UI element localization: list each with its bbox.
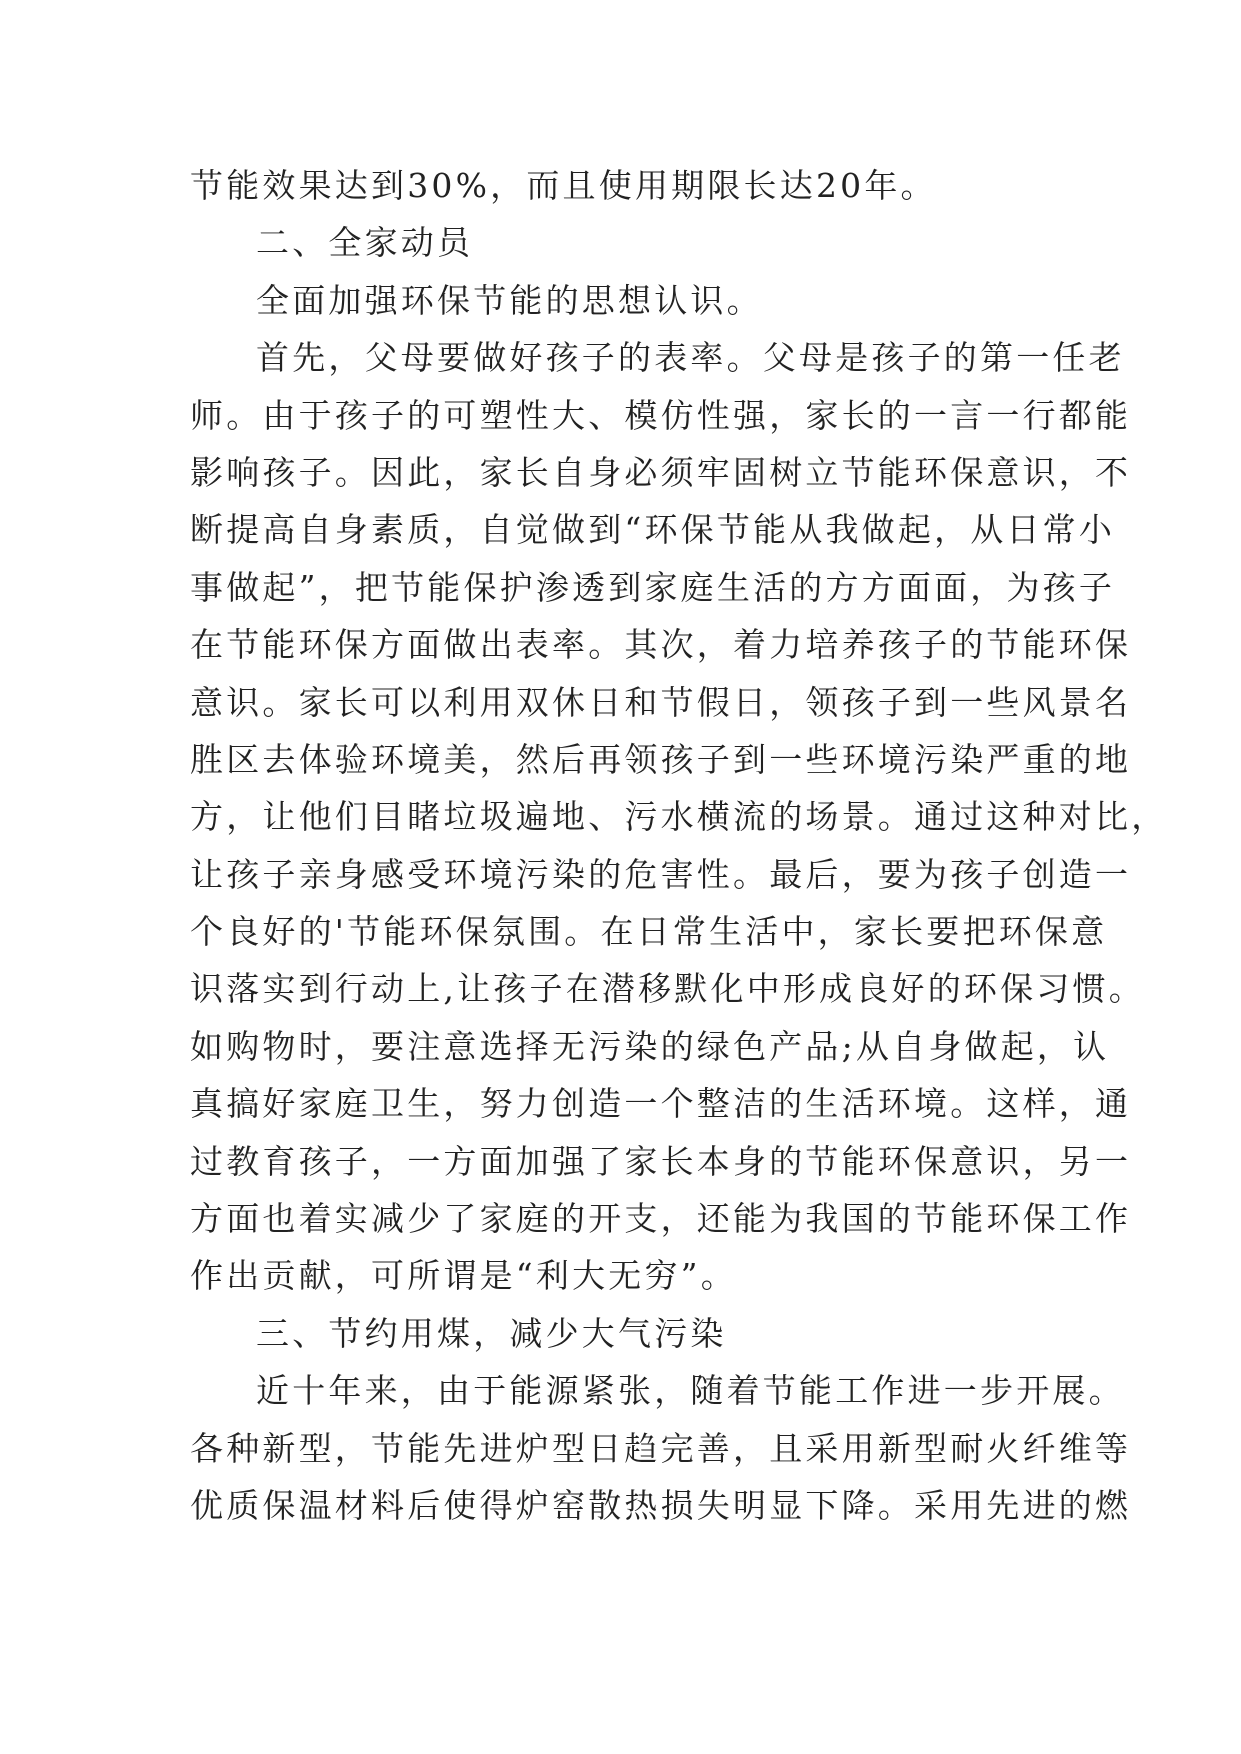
text-line: 断提高自身素质，自觉做到“环保节能从我做起，从日常小 — [190, 510, 1116, 550]
text-line: 让孩子亲身感受环境污染的危害性。最后，要为孩子创造一 — [190, 854, 1132, 894]
text-line: 各种新型，节能先进炉型日趋完善，且采用新型耐火纤维等 — [190, 1428, 1132, 1468]
text-line: 首先，父母要做好孩子的表率。父母是孩子的第一任老 — [256, 338, 1125, 378]
section-heading: 二、全家动员 — [256, 223, 474, 263]
document-body — [190, 157, 1168, 1534]
text-line: 如购物时，要注意选择无污染的绿色产品;从自身做起，认 — [190, 1026, 1110, 1066]
text-line: 胜区去体验环境美，然后再领孩子到一些环境污染严重的地 — [190, 739, 1132, 779]
text-line: 节能效果达到30%，而且使用期限长达20年。 — [190, 166, 937, 205]
text-line: 在节能环保方面做出表率。其次，着力培养孩子的节能环保 — [190, 625, 1132, 665]
section-heading: 三、节约用煤，减少大气污染 — [256, 1313, 727, 1353]
text-line: 个良好的'节能环保氛围。在日常生活中，家长要把环保意 — [190, 912, 1108, 952]
text-line: 方，让他们目睹垃圾遍地、污水横流的场景。通过这种对比， — [190, 797, 1168, 837]
text-line: 影响孩子。因此，家长自身必须牢固树立节能环保意识，不 — [190, 452, 1132, 492]
text-line: 过教育孩子，一方面加强了家长本身的节能环保意识，另一 — [190, 1141, 1132, 1181]
text-line: 优质保温材料后使得炉窑散热损失明显下降。采用先进的燃 — [190, 1485, 1132, 1525]
text-line: 作出贡献，可所谓是“利大无穷”。 — [190, 1256, 737, 1296]
text-line: 真搞好家庭卫生，努力创造一个整洁的生活环境。这样，通 — [190, 1084, 1132, 1124]
text-line: 事做起”，把节能保护渗透到家庭生活的方方面面，为孩子 — [190, 567, 1116, 607]
text-line: 意识。家长可以利用双休日和节假日，领孩子到一些风景名 — [190, 682, 1132, 722]
text-line: 师。由于孩子的可塑性大、模仿性强，家长的一言一行都能 — [190, 395, 1132, 435]
text-line: 识落实到行动上,让孩子在潜移默化中形成良好的环保习惯。 — [190, 969, 1145, 1009]
text-line: 方面也着实减少了家庭的开支，还能为我国的节能环保工作 — [190, 1199, 1132, 1239]
text-line: 全面加强环保节能的思想认识。 — [256, 280, 763, 320]
text-line: 近十年来，由于能源紧张，随着节能工作进一步开展。 — [256, 1371, 1125, 1411]
